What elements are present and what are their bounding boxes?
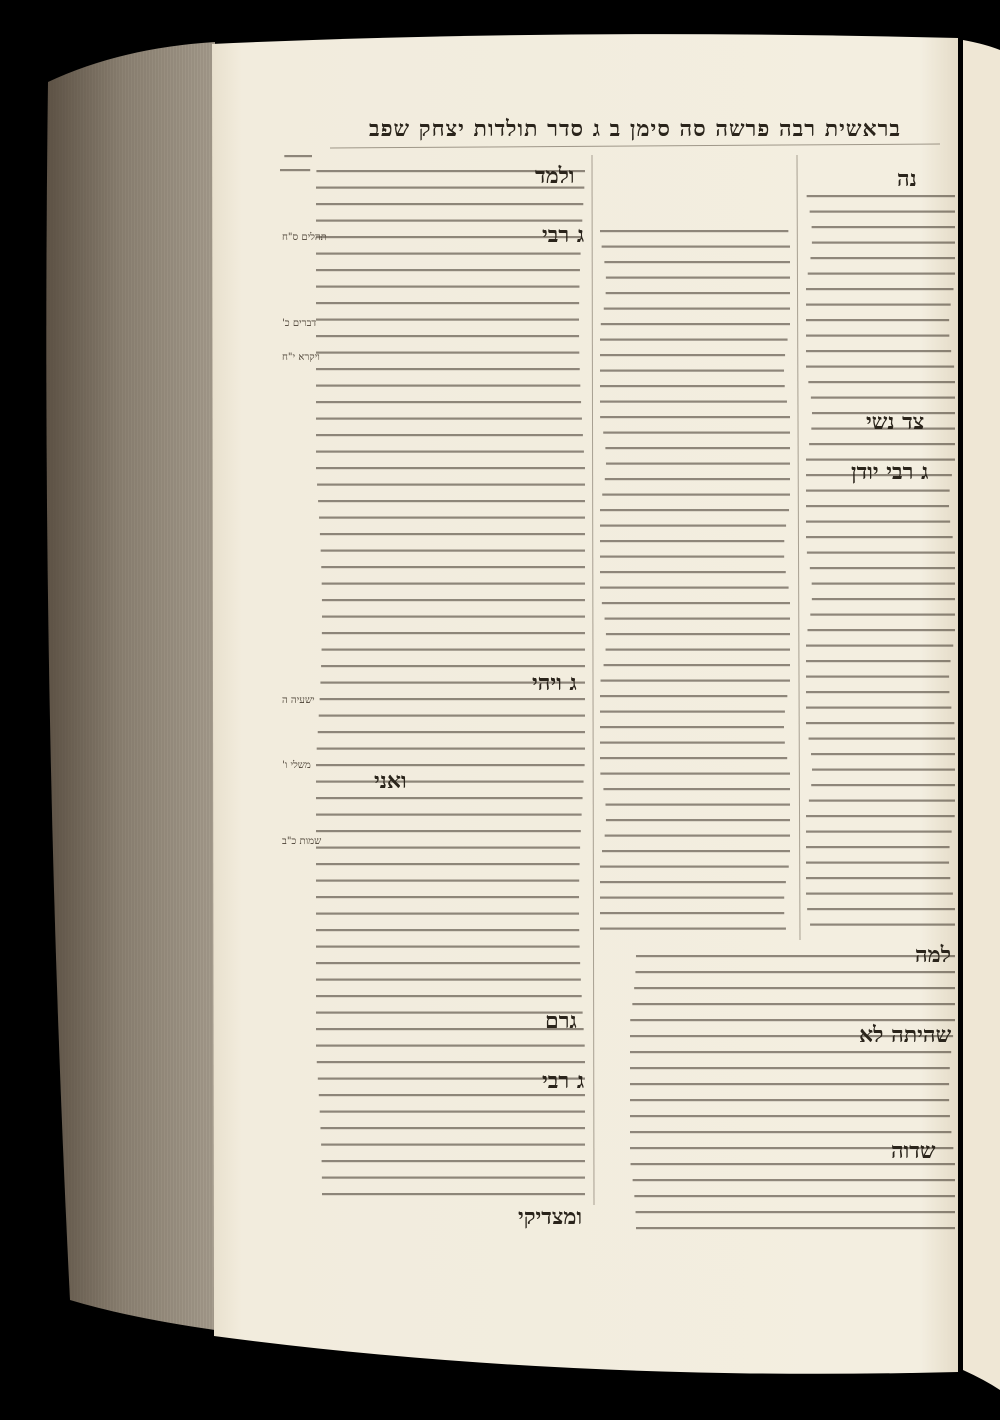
lemma: ולמד xyxy=(535,163,575,189)
text-line xyxy=(316,1012,583,1014)
text-line xyxy=(316,863,580,865)
text-line xyxy=(322,632,585,634)
text-line xyxy=(630,1067,950,1069)
text-line xyxy=(806,676,949,678)
text-line xyxy=(600,866,789,868)
text-line xyxy=(806,288,953,290)
text-line xyxy=(316,830,581,832)
text-line xyxy=(316,418,582,420)
text-line xyxy=(812,769,955,771)
text-line xyxy=(316,203,583,205)
text-line xyxy=(316,995,582,997)
text-line xyxy=(634,1195,955,1197)
text-line xyxy=(316,880,579,882)
text-line xyxy=(321,665,585,667)
text-line xyxy=(604,261,790,263)
lemma: ג רבי xyxy=(542,222,585,248)
text-line xyxy=(316,220,582,222)
text-line xyxy=(604,664,790,666)
text-line xyxy=(630,1019,955,1021)
book-edge-texture xyxy=(46,42,215,1330)
text-line xyxy=(806,877,950,879)
lemma: צד נשי xyxy=(866,409,925,435)
text-line xyxy=(316,352,579,354)
text-line xyxy=(808,381,955,383)
text-line xyxy=(806,536,953,538)
lemma: ואני xyxy=(374,768,407,794)
text-line xyxy=(320,682,585,684)
text-line xyxy=(320,1111,585,1113)
text-line xyxy=(605,618,790,620)
text-line xyxy=(606,277,790,279)
text-line xyxy=(602,850,790,852)
text-line xyxy=(316,286,579,288)
text-line xyxy=(316,962,580,964)
lemma: ומצדיקי xyxy=(518,1204,583,1230)
text-line xyxy=(600,540,784,542)
text-line xyxy=(316,187,584,189)
text-line xyxy=(280,169,310,171)
text-line xyxy=(806,831,952,833)
lemma: למה xyxy=(915,942,951,968)
text-line xyxy=(600,556,784,558)
text-line xyxy=(319,1094,585,1096)
lemma: גרם xyxy=(545,1008,577,1034)
text-line xyxy=(806,862,949,864)
text-line xyxy=(604,308,790,310)
text-line xyxy=(603,432,790,434)
text-line xyxy=(316,1028,584,1030)
text-line xyxy=(808,273,955,275)
text-line xyxy=(605,835,790,837)
text-line xyxy=(316,814,582,816)
lemma: שהיתה לא xyxy=(859,1022,952,1048)
text-line xyxy=(316,896,579,898)
text-line xyxy=(316,1045,585,1047)
text-line xyxy=(630,1051,951,1053)
text-line xyxy=(605,478,790,480)
text-line xyxy=(600,230,788,232)
text-line xyxy=(606,633,790,635)
text-line xyxy=(600,370,784,372)
text-line xyxy=(322,1193,585,1195)
text-line xyxy=(316,319,579,321)
text-line xyxy=(809,738,955,740)
text-line xyxy=(316,253,581,255)
text-line xyxy=(316,236,581,238)
text-line xyxy=(600,695,787,697)
text-line xyxy=(317,748,585,750)
text-line xyxy=(811,784,955,786)
text-line xyxy=(316,269,580,271)
text-line xyxy=(600,711,785,713)
running-header: בראשית רבה פרשה סה סימן ב ג סדר תולדות יצחק שפב xyxy=(368,116,902,142)
text-line xyxy=(806,660,951,662)
text-line xyxy=(316,797,583,799)
text-line xyxy=(316,451,584,453)
text-line xyxy=(318,731,585,733)
text-line xyxy=(316,401,581,403)
text-line xyxy=(322,616,585,618)
text-line xyxy=(600,912,784,914)
text-line xyxy=(636,1211,955,1213)
lemma: ג רבי xyxy=(542,1068,585,1094)
text-line xyxy=(600,401,787,403)
lemma: שדוה xyxy=(891,1138,936,1164)
text-line xyxy=(316,913,579,915)
text-line xyxy=(606,819,790,821)
text-line xyxy=(319,715,585,717)
text-line xyxy=(600,757,787,759)
text-line xyxy=(318,500,585,502)
text-line xyxy=(806,319,949,321)
text-line xyxy=(634,987,955,989)
text-line xyxy=(806,505,949,507)
text-line xyxy=(636,955,955,957)
text-line xyxy=(606,649,790,651)
text-line xyxy=(630,1083,949,1085)
text-line xyxy=(600,339,788,341)
text-line xyxy=(316,979,581,981)
text-line xyxy=(812,242,955,244)
text-line xyxy=(319,517,585,519)
text-line xyxy=(806,893,953,895)
text-line xyxy=(811,397,955,399)
lemma: ג ויהי xyxy=(532,670,577,696)
text-line xyxy=(806,335,949,337)
text-line xyxy=(630,1115,950,1117)
text-line xyxy=(600,742,785,744)
text-line xyxy=(600,509,789,511)
text-line xyxy=(320,1127,585,1129)
text-line xyxy=(811,428,955,430)
text-line xyxy=(807,908,955,910)
text-line xyxy=(806,490,950,492)
text-line xyxy=(810,211,955,213)
text-line xyxy=(631,1163,955,1165)
text-line xyxy=(810,924,955,926)
text-line xyxy=(316,764,585,766)
text-line xyxy=(807,629,955,631)
lemma: ג רבי יודן xyxy=(851,459,929,485)
text-line xyxy=(809,800,955,802)
text-line xyxy=(807,552,955,554)
text-line xyxy=(809,443,955,445)
text-line xyxy=(630,1131,951,1133)
text-line xyxy=(316,385,580,387)
text-line xyxy=(806,521,950,523)
text-line xyxy=(630,1035,953,1037)
text-line xyxy=(320,698,585,700)
text-line xyxy=(600,354,785,356)
text-line xyxy=(806,350,951,352)
margin-ref: דברים כ' xyxy=(282,318,317,329)
margin-ref: משלי ו' xyxy=(282,760,311,771)
text-line xyxy=(600,416,790,418)
text-line xyxy=(806,474,952,476)
text-line xyxy=(806,304,951,306)
text-line xyxy=(322,649,585,651)
page-sheet xyxy=(212,34,958,1374)
margin-ref: תהלים ס"ח xyxy=(282,232,327,243)
text-line xyxy=(284,155,312,157)
text-line xyxy=(316,170,585,172)
text-line xyxy=(316,434,583,436)
text-line xyxy=(600,571,786,573)
text-line xyxy=(321,1144,585,1146)
lemma: נה xyxy=(897,166,917,192)
text-line xyxy=(600,928,786,930)
text-line xyxy=(630,1099,949,1101)
text-line xyxy=(600,385,785,387)
text-line xyxy=(812,598,955,600)
text-line xyxy=(600,897,784,899)
text-line xyxy=(316,302,579,304)
text-line xyxy=(600,726,784,728)
text-line xyxy=(806,815,955,817)
text-line xyxy=(316,467,585,469)
text-line xyxy=(601,680,790,682)
text-line xyxy=(807,195,955,197)
text-line xyxy=(806,691,949,693)
text-line xyxy=(322,599,585,601)
text-line xyxy=(605,447,790,449)
text-line xyxy=(806,366,954,368)
text-line xyxy=(806,846,950,848)
text-line xyxy=(806,645,953,647)
text-line xyxy=(602,494,790,496)
text-line xyxy=(810,614,955,616)
text-line xyxy=(602,602,790,604)
text-line xyxy=(317,484,585,486)
text-line xyxy=(601,323,790,325)
text-line xyxy=(812,412,955,414)
text-line xyxy=(806,707,951,709)
text-line xyxy=(812,583,955,585)
text-line xyxy=(812,226,955,228)
text-line xyxy=(602,246,790,248)
text-line xyxy=(316,946,580,948)
text-line xyxy=(635,971,955,973)
text-line xyxy=(316,847,580,849)
text-line xyxy=(603,788,790,790)
text-line xyxy=(322,1177,585,1179)
text-line xyxy=(318,1078,585,1080)
text-line xyxy=(632,1003,955,1005)
text-line xyxy=(600,881,786,883)
text-line xyxy=(320,533,585,535)
text-line xyxy=(321,550,585,552)
margin-ref: ויקרא י"ח xyxy=(282,352,320,363)
margin-ref: שמות כ"ב xyxy=(282,836,322,847)
text-line xyxy=(633,1179,955,1181)
text-line xyxy=(600,525,786,527)
text-line xyxy=(630,1147,953,1149)
text-line xyxy=(810,567,955,569)
text-line xyxy=(810,257,955,259)
text-line xyxy=(316,368,580,370)
text-line xyxy=(811,753,955,755)
text-line xyxy=(606,463,790,465)
text-line xyxy=(316,781,584,783)
adjacent-page xyxy=(963,40,1000,1390)
text-line xyxy=(636,1227,955,1229)
text-line xyxy=(321,566,585,568)
text-line xyxy=(316,929,579,931)
text-line xyxy=(322,583,585,585)
text-line xyxy=(600,587,789,589)
text-line xyxy=(316,335,579,337)
text-line xyxy=(806,722,954,724)
text-line xyxy=(317,1061,585,1063)
margin-ref: ישעיה ה xyxy=(282,695,315,706)
text-line xyxy=(600,773,790,775)
text-line xyxy=(322,1160,585,1162)
text-line xyxy=(806,459,955,461)
text-line xyxy=(606,292,790,294)
text-line xyxy=(605,804,790,806)
